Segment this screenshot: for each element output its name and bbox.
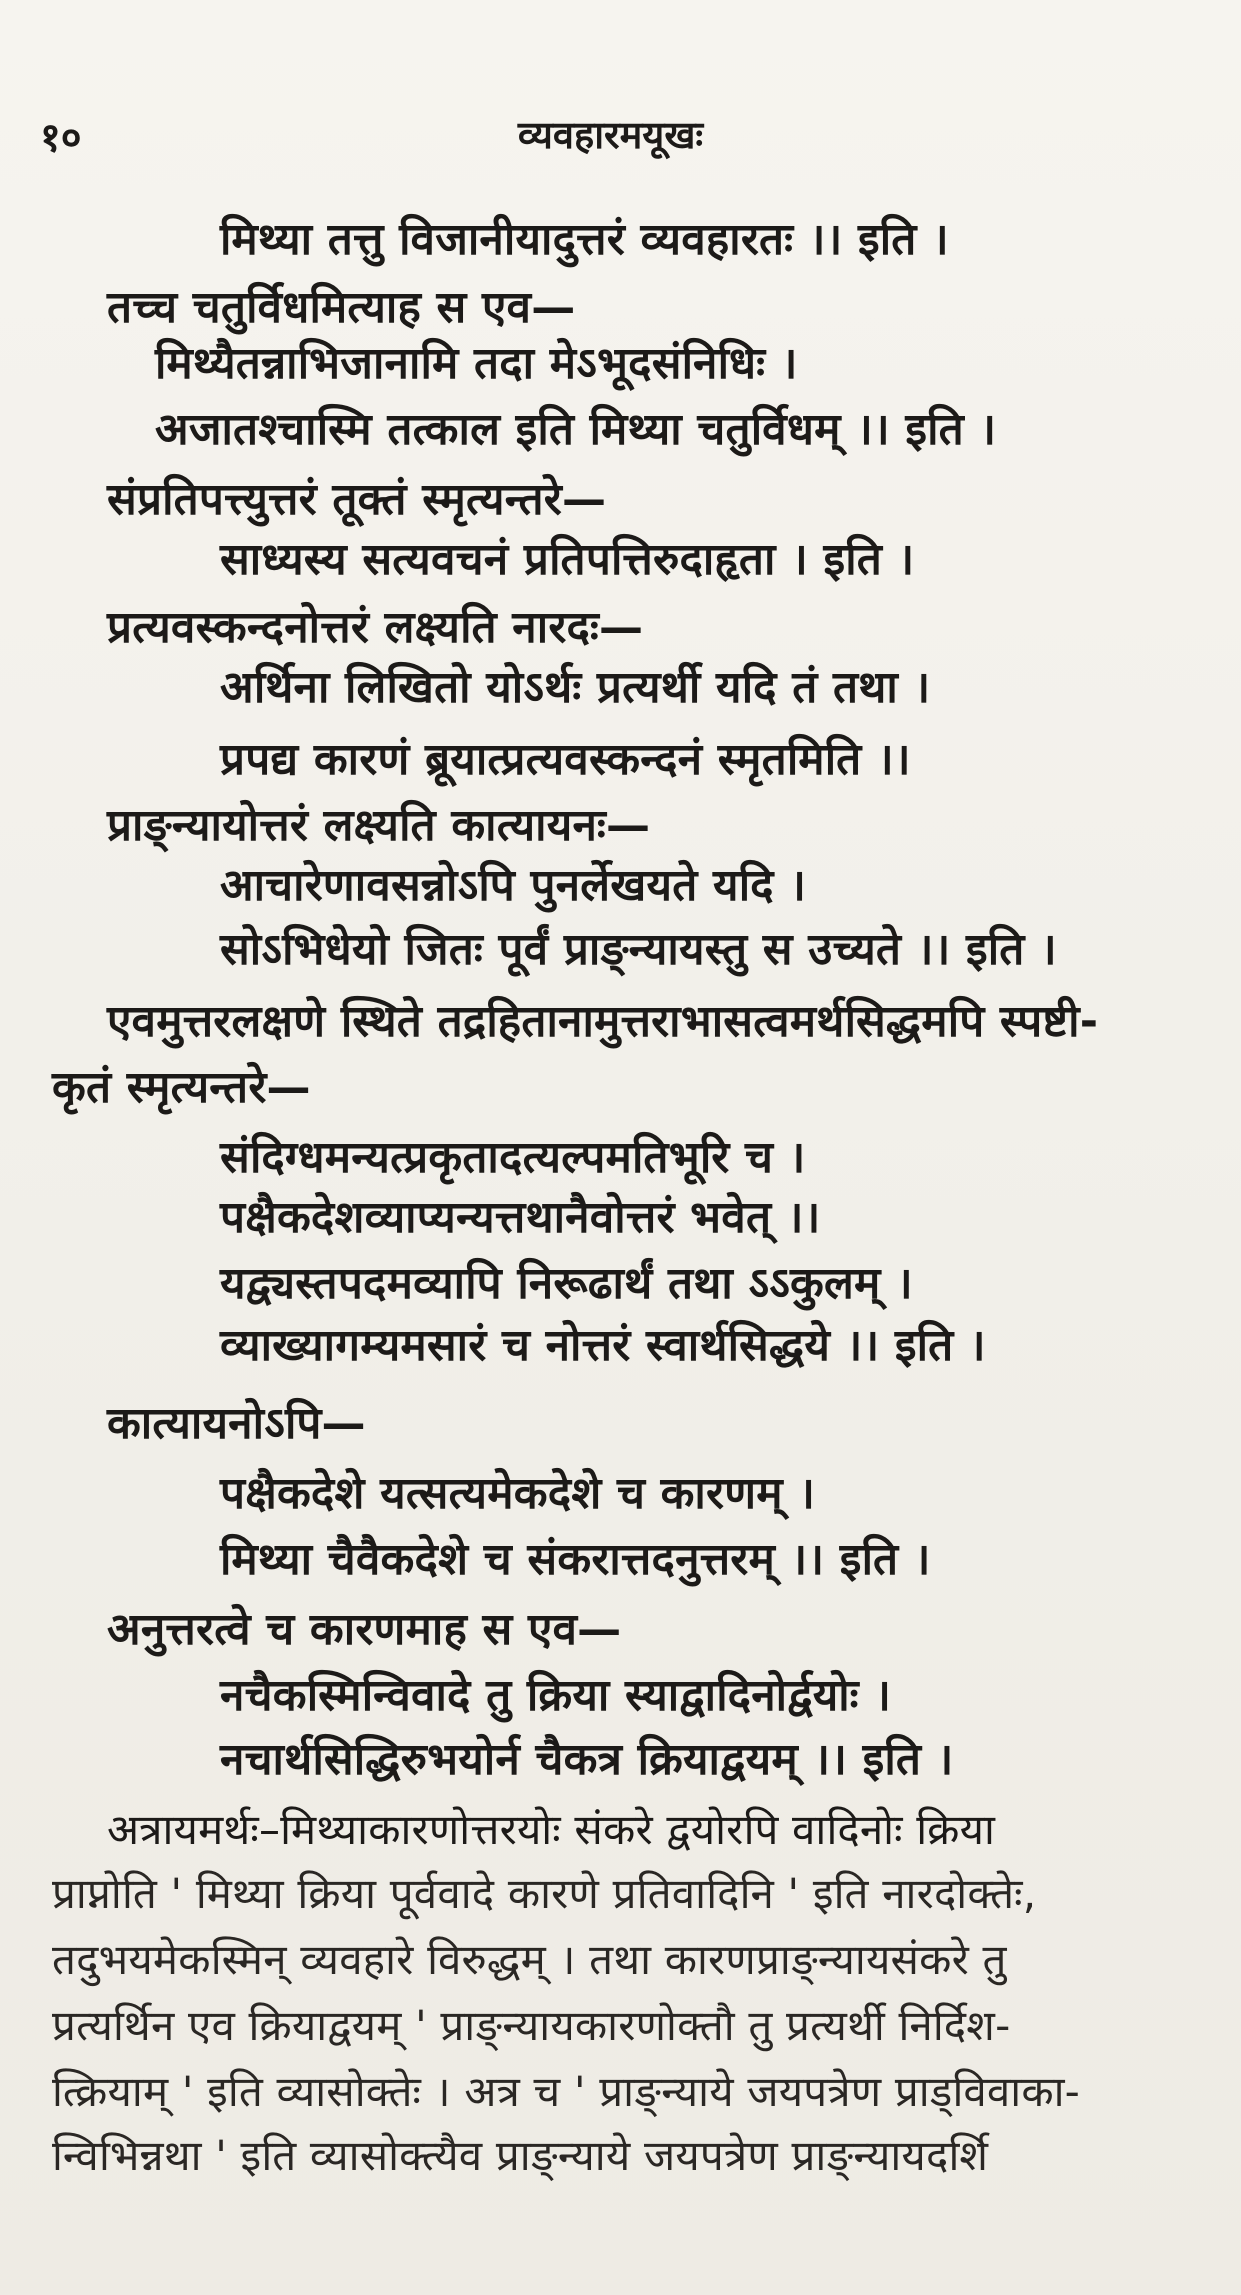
text-line: अजातश्चास्मि तत्काल इति मिथ्या चतुर्विधम् ।। इति ।	[155, 404, 997, 455]
text-line: सोऽभिधेयो जितः पूर्वं प्राङ्न्यायस्तु स उच्यते ।। इति ।	[220, 924, 1057, 975]
text-line: पक्षैकदेशव्याप्यन्यत्तथानैवोत्तरं भवेत् ।।	[220, 1192, 821, 1243]
text-line: प्राङ्न्यायोत्तरं लक्ष्यति कात्यायनः—	[107, 800, 651, 851]
text-line: यद्व्यस्तपदमव्यापि निरूढार्थं तथा ऽऽकुलम् ।	[220, 1258, 913, 1309]
text-line: पक्षैकदेशे यत्सत्यमेकदेशे च कारणम् ।	[220, 1468, 816, 1519]
running-title: व्यवहारमयूखः	[517, 113, 704, 157]
text-line: प्रत्यवस्कन्दनोत्तरं लक्ष्यति नारदः—	[107, 602, 644, 653]
text-line: प्राप्नोति ' मिथ्या क्रिया पूर्ववादे कारणे प्रतिवादिनि ' इति नारदोक्तेः,	[52, 1869, 1037, 1918]
text-line: अत्रायमर्थः–मिथ्याकारणोत्तरयोः संकरे द्वयोरपि वादिनोः क्रिया	[107, 1805, 996, 1854]
text-line: नचार्थसिद्धिरुभयोर्न चैकत्र क्रियाद्वयम् ।। इति ।	[220, 1734, 954, 1785]
text-line: नचैकस्मिन्विवादे तु क्रिया स्याद्वादिनोर्द्वयोः ।	[220, 1670, 892, 1721]
text-line: प्रत्यर्थिन एव क्रियाद्वयम् ' प्राङ्न्यायकारणोक्तौ तु प्रत्यर्थी निर्दिश-	[52, 2001, 1011, 2050]
text-line: एवमुत्तरलक्षणे स्थिते तद्रहितानामुत्तराभासत्वमर्थसिद्धमपि स्पष्टी-	[107, 996, 1099, 1047]
text-line: प्रपद्य कारणं ब्रूयात्प्रत्यवस्कन्दनं स्मृतमिति ।।	[220, 734, 911, 785]
text-line: आचारेणावसन्नोऽपि पुनर्लेखयते यदि ।	[220, 860, 807, 911]
text-line: साध्यस्य सत्यवचनं प्रतिपत्तिरुदाहृता । इति ।	[220, 534, 915, 585]
text-line: कृतं स्मृत्यन्तरे—	[52, 1062, 311, 1113]
page-number: १०	[40, 115, 82, 161]
text-line: न्विभिन्नथा ' इति व्यासोक्त्यैव प्राङ्न्याये जयपत्रेण प्राङ्न्यायदर्शि	[52, 2131, 989, 2180]
page-header	[40, 108, 1181, 168]
text-line: कात्यायनोऽपि—	[107, 1398, 366, 1449]
text-line: मिथ्या चैवैकदेशे च संकरात्तदनुत्तरम् ।। इति ।	[220, 1534, 931, 1585]
text-line: तदुभयमेकस्मिन् व्यवहारे विरुद्धम् । तथा कारणप्राङ्न्यायसंकरे तु	[52, 1935, 1007, 1984]
text-line: त्क्रियाम् ' इति व्यासोक्तेः । अत्र च ' प्राङ्न्याये जयपत्रेण प्राड्विवाका-	[52, 2067, 1081, 2116]
text-line: तच्च चतुर्विधमित्याह स एव—	[107, 282, 576, 333]
text-line: व्याख्यागम्यमसारं च नोत्तरं स्वार्थसिद्धये ।। इति ।	[220, 1320, 986, 1371]
text-line: अर्थिना लिखितो योऽर्थः प्रत्यर्थी यदि तं तथा ।	[220, 662, 931, 713]
text-line: मिथ्यैतन्नाभिजानामि तदा मेऽभूदसंनिधिः ।	[155, 338, 798, 389]
text-line: संप्रतिपत्त्युत्तरं तूक्तं स्मृत्यन्तरे—	[107, 474, 607, 525]
text-line: संदिग्धमन्यत्प्रकृतादत्यल्पमतिभूरि च ।	[220, 1132, 806, 1183]
text-line: अनुत्तरत्वे च कारणमाह स एव—	[107, 1604, 622, 1655]
text-line: मिथ्या तत्तु विजानीयादुत्तरं व्यवहारतः ।। इति ।	[220, 214, 949, 265]
